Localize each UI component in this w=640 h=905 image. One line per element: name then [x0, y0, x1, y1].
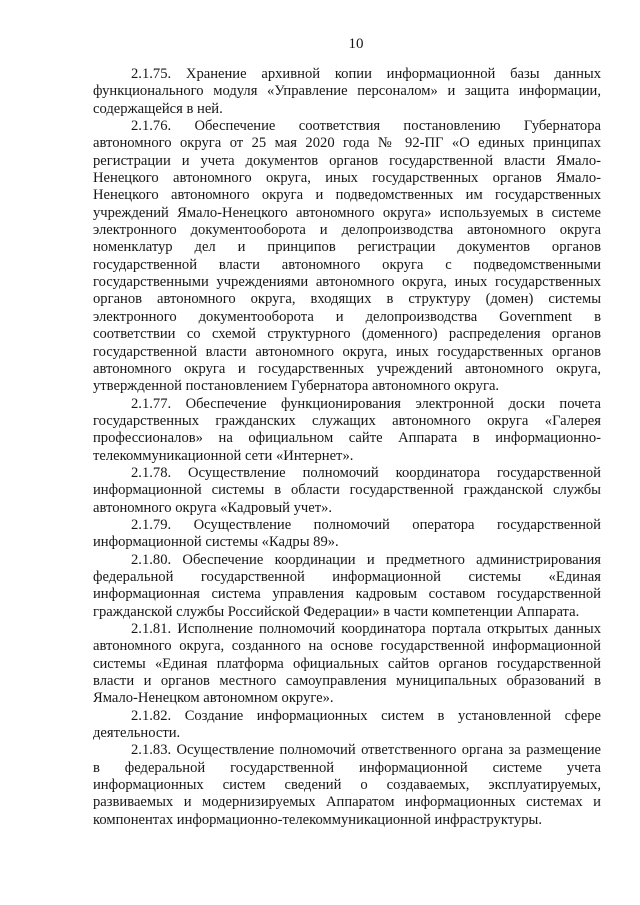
text-line: телекоммуникационной сети «Интернет».	[93, 447, 354, 464]
paragraph-2-1-78	[93, 465, 601, 517]
text-line: Ненецкого автономного округа и подведомственных им государственных	[93, 187, 601, 204]
text-line: Ненецкого автономного округа, иных государственных органов Ямало-	[93, 170, 601, 187]
paragraph-2-1-81	[93, 621, 601, 708]
text-line: деятельности.	[93, 725, 181, 742]
text-line: номенклатур дел и принципов регистрации документов органов	[93, 239, 601, 256]
text-line: утвержденной постановлением Губернатора автономного округа.	[93, 378, 500, 395]
text-line: информационных систем сведений о создаваемых, эксплуатируемых,	[93, 777, 601, 794]
text-line: 2.1.81. Исполнение полномочий координатора портала открытых данных	[131, 621, 601, 637]
text-line: 2.1.75. Хранение архивной копии информационной базы данных	[131, 66, 601, 82]
text-line: регистрации и учета документов органов государственной власти Ямало-	[93, 152, 601, 169]
text-line: соответствии со схемой структурного (доменного) распределения органов	[93, 326, 601, 343]
text-line: государственной власти автономного округа, иных государственных органов	[93, 343, 601, 360]
text-line: компонентах информационно-телекоммуникационной инфраструктуры.	[93, 811, 542, 828]
text-line: информационной системы «Кадры 89».	[93, 534, 339, 551]
paragraph-2-1-77	[93, 396, 601, 465]
text-line: 2.1.78. Осуществление полномочий координатора государственной	[131, 464, 601, 481]
text-line: информационной системы в области государственной гражданской службы	[93, 482, 601, 499]
text-line: учреждений Ямало-Ненецкого автономного округа» используемых в системе	[93, 204, 601, 221]
text-line: 2.1.83. Осуществление полномочий ответственного органа за размещение	[131, 742, 601, 759]
text-line: государственной власти автономного округа с подведомственными	[93, 256, 601, 273]
text-line: государственными учреждениями автономного округа, иных государственных	[93, 274, 601, 291]
text-line: автономного округа «Кадровый учет».	[93, 499, 333, 516]
text-line: информационная система управления кадровым составом государственной	[93, 586, 601, 603]
text-line: 2.1.79. Осуществление полномочий оператора государственной	[131, 516, 601, 533]
text-line: электронного документооборота и делопроизводства автономного округа	[93, 222, 601, 239]
text-line: профессионалов» на официальном сайте Аппарата в информационно-	[93, 430, 601, 447]
text-line: электронного документооборота и делопроизводства Government в	[93, 308, 601, 325]
text-line: власти и органов местного самоуправления муниципальных образований в	[93, 673, 601, 690]
text-line: 2.1.82. Создание информационных систем в установленной сфере	[131, 707, 601, 724]
text-line: гражданской службы Российской Федерации» в части компетенции Аппарата.	[93, 603, 580, 620]
text-line: автономного округа и государственных учреждений автономного округа,	[93, 360, 601, 377]
text-line: государственных гражданских служащих автономного округа «Галерея	[93, 412, 601, 429]
text-line: федеральной государственной информационной системы «Единая	[93, 568, 601, 585]
text-line: 2.1.76. Обеспечение соответствия постановлению Губернатора	[131, 118, 601, 135]
text-line: в федеральной государственной информационной системе учета	[93, 759, 601, 776]
page-number: 10	[348, 36, 364, 52]
document-body	[93, 66, 601, 829]
text-line: развиваемых и модернизируемых Аппаратом информационных системах и	[93, 794, 601, 811]
text-line: системы «Единая платформа официальных сайтов органов государственной	[93, 655, 601, 672]
text-line: функционального модуля «Управление персоналом» и защита информации,	[93, 83, 601, 100]
text-line: органов автономного округа, входящих в структуру (домен) системы	[93, 291, 601, 308]
text-line: содержащейся в ней.	[93, 100, 223, 117]
paragraph-2-1-83	[93, 742, 601, 829]
text-line: автономного округа от 25 мая 2020 года № 92-ПГ «О единых принципах	[93, 135, 601, 152]
paragraph-2-1-82	[93, 708, 601, 743]
paragraph-2-1-75	[93, 66, 601, 118]
text-line: 2.1.80. Обеспечение координации и предметного администрирования	[131, 551, 601, 568]
text-line: автономного округа, созданного на основе государственной информационной	[93, 638, 601, 655]
paragraph-2-1-79	[93, 517, 601, 552]
paragraph-2-1-80	[93, 552, 601, 621]
text-line: 2.1.77. Обеспечение функционирования электронной доски почета	[131, 395, 601, 412]
text-line: Ямало-Ненецком автономном округе».	[93, 690, 334, 707]
paragraph-2-1-76	[93, 118, 601, 396]
